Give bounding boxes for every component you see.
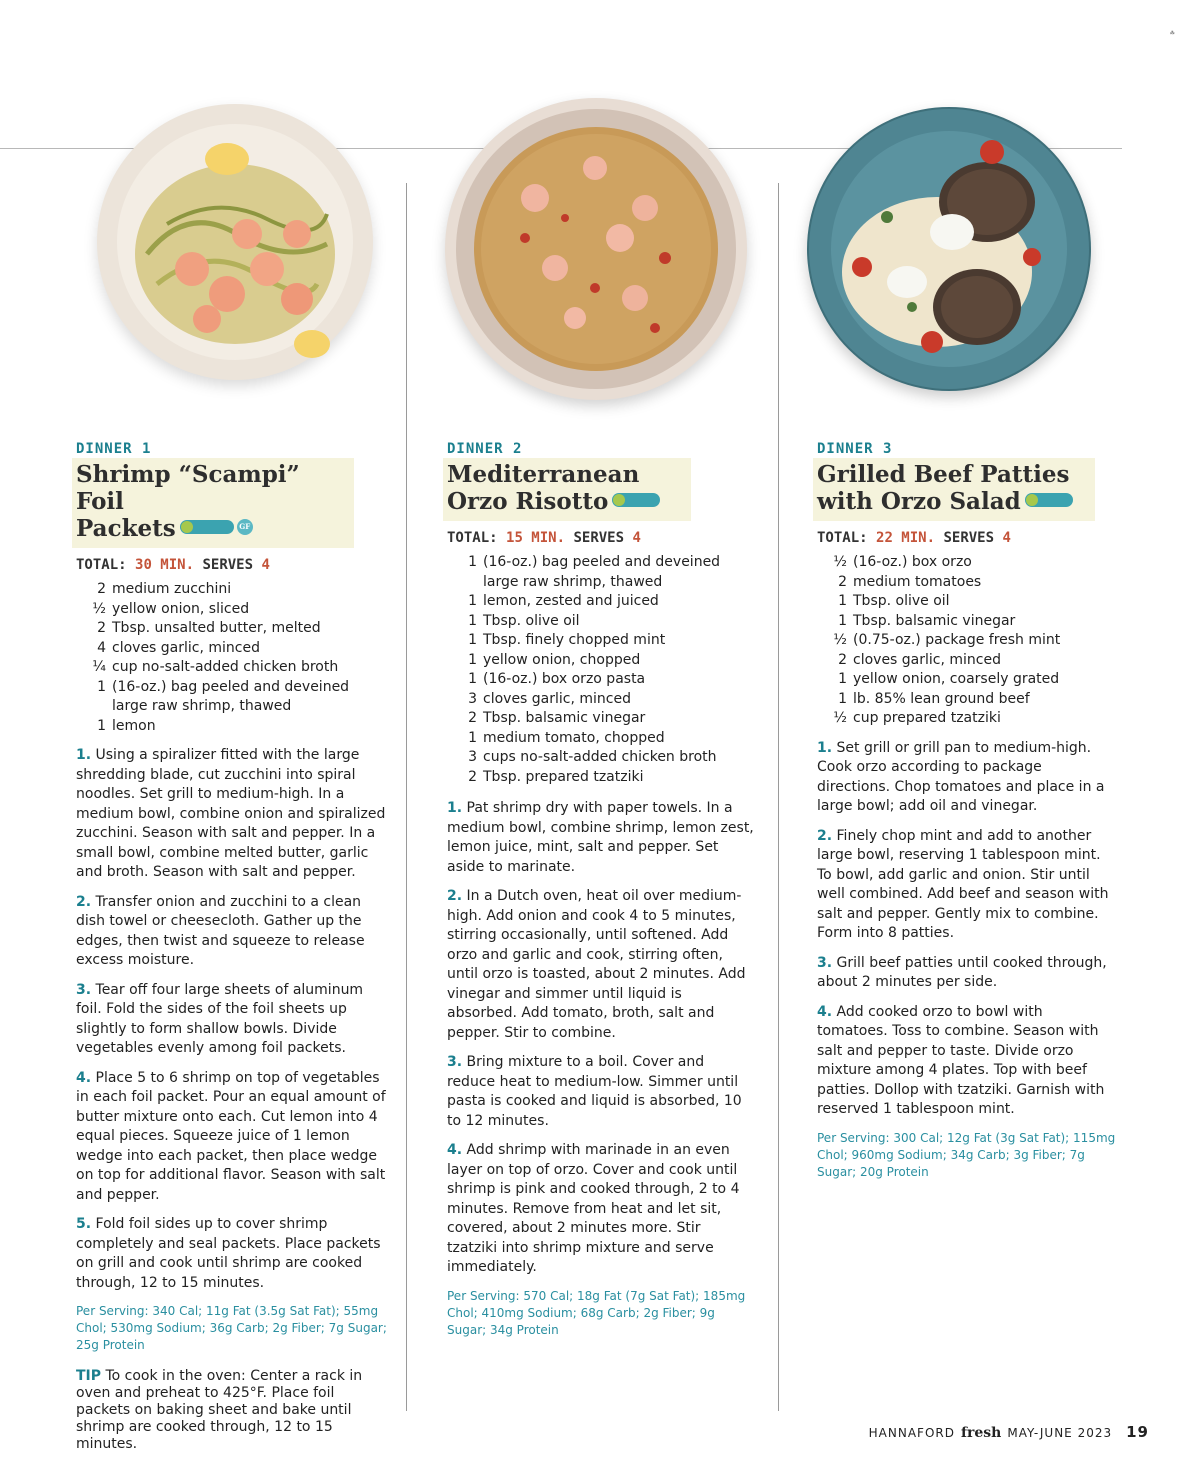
- method-step: [76, 1215, 388, 1293]
- check-icon: [181, 521, 193, 533]
- ingredient-row: [447, 592, 755, 612]
- ingredient-text: medium zucchini: [112, 581, 232, 597]
- page-number: 19: [1126, 1423, 1149, 1441]
- total-time: 30 MIN.: [135, 557, 195, 573]
- method-step: [817, 954, 1117, 993]
- dinner-1-ingredients: [76, 580, 388, 736]
- method-step: [447, 1053, 755, 1131]
- ingredient-text: cup no-salt-added chicken broth: [112, 659, 339, 675]
- dinner-1-tip: [76, 1368, 388, 1453]
- ingredient-row: [447, 690, 755, 710]
- step-number: 3.: [817, 954, 833, 971]
- dinner-1-title-line1: Shrimp “Scampi” Foil: [76, 461, 300, 515]
- serves-count: 4: [632, 530, 641, 546]
- ingredient-quantity: 1: [468, 554, 477, 570]
- step-number: 1.: [76, 747, 92, 763]
- dinner-1-title-line2: Packets: [76, 515, 176, 542]
- column-divider-2: [778, 183, 779, 1411]
- dinner-1-nutrition: Per Serving: 340 Cal; 11g Fat (3.5g Sat Fat); 55mg Chol; 530mg Sodium; 36g Carb; 2g Fiber; 7g Sugar; 25g Protein: [76, 1304, 387, 1352]
- ingredient-quantity: 1: [838, 690, 847, 707]
- method-step: [447, 799, 755, 877]
- dinner-3-title-line2-wrap: [817, 488, 1091, 515]
- ingredient-quantity: ½: [92, 600, 106, 617]
- total-time: 15 MIN.: [506, 530, 566, 546]
- dinner-3-title-line2: with Orzo Salad: [817, 488, 1021, 515]
- step-text: Transfer onion and zucchini to a clean dish towel or cheesecloth. Gather up the edges, then twist and squeeze to release excess moisture.: [76, 893, 365, 968]
- column-divider-1: [406, 183, 407, 1411]
- ingredient-row: [817, 553, 1117, 573]
- ingredient-quantity: 2: [468, 710, 477, 726]
- ingredient-text: (16-oz.) box orzo: [853, 554, 972, 570]
- corner-mark: ☘: [1169, 30, 1175, 37]
- orzo-risotto-photo: [445, 98, 747, 400]
- step-number: 3.: [76, 981, 92, 998]
- ingredient-quantity: 1: [468, 651, 477, 668]
- method-step: [817, 827, 1117, 944]
- ingredient-quantity: ¼: [92, 659, 106, 675]
- ingredient-row: [76, 600, 388, 620]
- step-text: Pat shrimp dry with paper towels. In a medium bowl, combine shrimp, lemon zest, lemon juice, mint, salt and pepper. Set aside to marinate.: [447, 800, 754, 875]
- step-text: Set grill or grill pan to medium-high. Cook orzo according to package directions. Chop tomatoes and place in a large bowl; add oil and vinegar.: [817, 739, 1105, 814]
- total-label: TOTAL:: [447, 530, 498, 546]
- ingredient-row: [447, 748, 755, 768]
- footer-brand-fresh: fresh: [960, 1425, 1002, 1441]
- ingredient-text: (16-oz.) box orzo pasta: [483, 671, 646, 687]
- dinner-2-title-line2: Orzo Risotto: [447, 488, 609, 515]
- tip-text: To cook in the oven: Center a rack in oven and preheat to 425°F. Place foil packets on baking sheet and bake until shrimp are cooked through, 12 to 15 minutes.: [76, 1368, 363, 1452]
- dinner-3-column: [817, 440, 1117, 1181]
- ingredient-quantity: 1: [97, 678, 106, 695]
- step-number: 2.: [447, 888, 463, 904]
- ingredient-text: (16-oz.) bag peeled and deveined large raw shrimp, thawed: [112, 678, 350, 714]
- dinner-2-steps: [447, 799, 755, 1278]
- ingredient-text: lb. 85% lean ground beef: [853, 690, 1030, 707]
- total-label: TOTAL:: [817, 530, 868, 546]
- ingredient-text: medium tomato, chopped: [483, 729, 665, 746]
- ingredient-text: yellow onion, sliced: [112, 600, 250, 617]
- ingredient-quantity: 3: [468, 690, 477, 707]
- ingredient-row: [817, 709, 1117, 729]
- ingredient-text: cloves garlic, minced: [853, 651, 1001, 668]
- ingredient-text: cups no-salt-added chicken broth: [483, 749, 717, 765]
- ingredient-quantity: 1: [838, 593, 847, 609]
- dinner-1-title-line2-wrap: [76, 515, 350, 542]
- step-text: Tear off four large sheets of aluminum foil. Fold the sides of the foil sheets up slightly to form shallow bowls. Divide vegetables evenly among foil packets.: [76, 981, 364, 1056]
- ingredient-text: Tbsp. balsamic vinegar: [853, 612, 1016, 629]
- ingredient-text: cup prepared tzatziki: [853, 710, 1001, 726]
- step-text: Finely chop mint and add to another large bowl, reserving 1 tablespoon mint. To bowl, add garlic and onion. Stir until well combined. Add beef and season with salt and pepper. Gently mix to combine. Form into 8 patties.: [817, 827, 1109, 941]
- ingredient-row: [447, 729, 755, 749]
- ingredient-row: [447, 612, 755, 632]
- step-text: Fold foil sides up to cover shrimp completely and seal packets. Place packets on grill and cook until shrimp are cooked through, 12 to 15 minutes.: [76, 1216, 381, 1291]
- step-text: In a Dutch oven, heat oil over medium-high. Add onion and cook 4 to 5 minutes, stirring occasionally, until softened. Add orzo and garlic and cook, stirring often, until orzo is toasted, about 2 minutes. Add vinegar and simmer until liquid is absorbed. Add tomato, broth, salt and pepper. Stir to combine.: [447, 888, 746, 1041]
- ingredient-row: [76, 678, 388, 717]
- total-time: 22 MIN.: [876, 530, 936, 546]
- ingredient-row: [76, 639, 388, 659]
- ingredient-row: [447, 768, 755, 788]
- method-step: [76, 893, 388, 971]
- dinner-1-title-box: [72, 458, 354, 548]
- dinner-2-column: [447, 440, 755, 1339]
- ingredient-quantity: 1: [468, 612, 477, 629]
- ingredient-row: [817, 612, 1117, 632]
- footer-issue: MAY-JUNE 2023: [1007, 1426, 1113, 1440]
- tip-label: TIP: [76, 1368, 102, 1384]
- footer-brand: HANNAFORD: [868, 1426, 955, 1440]
- ingredient-quantity: 1: [838, 671, 847, 687]
- dinner-3-title-box: [813, 458, 1095, 521]
- ingredient-quantity: 3: [468, 749, 477, 765]
- serves-label: SERVES: [573, 530, 625, 546]
- method-step: [817, 739, 1117, 817]
- ingredient-row: [817, 631, 1117, 651]
- ingredient-quantity: ½: [833, 632, 847, 648]
- ingredient-text: cloves garlic, minced: [483, 690, 631, 707]
- dinner-3-kicker: DINNER 3: [817, 441, 893, 457]
- dinner-2-title: [447, 461, 687, 515]
- step-text: Grill beef patties until cooked through, about 2 minutes per side.: [817, 954, 1107, 990]
- ingredient-text: Tbsp. balsamic vinegar: [483, 710, 646, 726]
- dinner-3-steps: [817, 739, 1117, 1120]
- ingredient-row: [817, 573, 1117, 593]
- dinner-2-kicker: DINNER 2: [447, 441, 523, 457]
- step-text: Using a spiralizer fitted with the large shredding blade, cut zucchini into spiral noodles. Set grill to medium-high. In a medium bowl, combine onion and spiralized zucchini. Season with salt and pepper. In a small bowl, combine melted butter, garlic and broth. Season with salt and pepper.: [76, 747, 386, 880]
- beef-patties-photo: [807, 107, 1091, 391]
- ingredient-row: [817, 670, 1117, 690]
- ingredient-row: [76, 717, 388, 737]
- step-number: 2.: [817, 827, 833, 844]
- ingredient-row: [817, 690, 1117, 710]
- ingredient-quantity: 1: [468, 632, 477, 648]
- method-step: [76, 1069, 388, 1206]
- step-number: 2.: [76, 893, 92, 910]
- ingredient-text: Tbsp. prepared tzatziki: [483, 768, 644, 785]
- dinner-1-total: [76, 556, 388, 574]
- dinner-1-title: [76, 461, 350, 542]
- step-number: 5.: [76, 1216, 92, 1232]
- serves-count: 4: [261, 557, 270, 573]
- check-icon: [1026, 494, 1038, 506]
- dinner-3-nutrition: Per Serving: 300 Cal; 12g Fat (3g Sat Fat); 115mg Chol; 960mg Sodium; 34g Carb; 3g Fiber; 7g Sugar; 20g Protein: [817, 1130, 1116, 1179]
- orzo-risotto-illustration: [445, 98, 747, 400]
- ingredient-quantity: 1: [468, 593, 477, 609]
- page-footer: [869, 1423, 1149, 1441]
- dinner-2-title-box: [443, 458, 691, 521]
- method-step: [817, 1003, 1117, 1120]
- ingredient-quantity: 2: [97, 581, 106, 597]
- method-step: [447, 1141, 755, 1278]
- ingredient-text: Tbsp. olive oil: [853, 593, 950, 609]
- dinner-3-title-line1: Grilled Beef Patties: [817, 461, 1070, 488]
- ingredient-quantity: 4: [97, 639, 106, 656]
- ingredient-text: yellow onion, coarsely grated: [853, 671, 1060, 687]
- ingredient-row: [447, 709, 755, 729]
- step-number: 4.: [817, 1003, 833, 1020]
- ingredient-quantity: 1: [468, 671, 477, 687]
- ingredient-text: Tbsp. olive oil: [483, 612, 580, 629]
- health-badge-icon: [1025, 493, 1073, 507]
- step-text: Add shrimp with marinade in an even layer on top of orzo. Cover and cook until shrimp is pink and cooked through, 2 to 4 minutes. Remove from heat and let sit, covered, about 2 minutes more. Stir tzatziki into shrimp mixture and serve immediately.: [447, 1142, 740, 1275]
- ingredient-quantity: 2: [838, 651, 847, 668]
- method-step: [76, 746, 388, 883]
- method-step: [76, 981, 388, 1059]
- ingredient-quantity: ½: [833, 710, 847, 726]
- gluten-free-icon: GF: [237, 519, 253, 535]
- ingredient-row: [817, 592, 1117, 612]
- ingredient-text: (0.75-oz.) package fresh mint: [853, 632, 1061, 648]
- ingredient-row: [447, 631, 755, 651]
- ingredient-quantity: 2: [97, 620, 106, 636]
- ingredient-text: yellow onion, chopped: [483, 651, 641, 668]
- method-step: [447, 887, 755, 1043]
- ingredient-quantity: 2: [468, 768, 477, 785]
- dinner-3-total: [817, 529, 1117, 547]
- step-text: Add cooked orzo to bowl with tomatoes. Toss to combine. Season with salt and pepper to taste. Divide orzo mixture among 4 plates. Top with beef patties. Dollop with tzatziki. Garnish with reserved 1 tablespoon mint.: [817, 1003, 1105, 1117]
- dinner-2-title-line2-wrap: [447, 488, 687, 515]
- dinner-2-total: [447, 529, 755, 547]
- dinner-2-nutrition: Per Serving: 570 Cal; 18g Fat (7g Sat Fat); 185mg Chol; 410mg Sodium; 68g Carb; 2g Fiber; 9g Sugar; 34g Protein: [447, 1288, 746, 1337]
- health-badge-icon: [180, 520, 234, 534]
- shrimp-scampi-illustration: [97, 104, 373, 380]
- step-number: 1.: [817, 739, 833, 756]
- serves-count: 4: [1002, 530, 1011, 546]
- dinner-2-title-line1: Mediterranean: [447, 461, 640, 488]
- dinner-2-ingredients: [447, 553, 755, 787]
- ingredient-text: Tbsp. unsalted butter, melted: [112, 620, 321, 636]
- step-number: 4.: [447, 1142, 463, 1158]
- ingredient-text: cloves garlic, minced: [112, 639, 260, 656]
- dinner-3-title: [817, 461, 1091, 515]
- health-badge-icon: [612, 493, 660, 507]
- ingredient-row: [817, 651, 1117, 671]
- ingredient-quantity: 1: [468, 729, 477, 746]
- ingredient-row: [447, 670, 755, 690]
- step-number: 1.: [447, 800, 463, 816]
- shrimp-scampi-photo: [97, 104, 373, 380]
- ingredient-row: [76, 658, 388, 678]
- dinner-3-ingredients: [817, 553, 1117, 729]
- step-text: Place 5 to 6 shrimp on top of vegetables in each foil packet. Pour an equal amount of butter mixture onto each. Cut lemon into 4 equal pieces. Squeeze juice of 1 lemon wedge into each packet, then place wedge on top for additional flavor. Season with salt and pepper.: [76, 1069, 386, 1203]
- dinner-1-kicker: DINNER 1: [76, 441, 152, 457]
- step-text: Bring mixture to a boil. Cover and reduce heat to medium-low. Simmer until pasta is cooked and liquid is absorbed, 10 to 12 minutes.: [447, 1054, 742, 1129]
- dinner-1-column: [76, 440, 388, 1453]
- ingredient-row: [76, 580, 388, 600]
- ingredient-text: (16-oz.) bag peeled and deveined large raw shrimp, thawed: [483, 554, 721, 590]
- ingredient-quantity: 1: [97, 717, 106, 734]
- ingredient-quantity: ½: [833, 554, 847, 570]
- ingredient-quantity: 2: [838, 573, 847, 590]
- ingredient-text: medium tomatoes: [853, 573, 982, 590]
- ingredient-text: lemon, zested and juiced: [483, 593, 659, 609]
- total-label: TOTAL:: [76, 557, 127, 573]
- beef-patties-illustration: [807, 107, 1091, 391]
- check-icon: [613, 494, 625, 506]
- serves-label: SERVES: [943, 530, 995, 546]
- step-number: 4.: [76, 1069, 92, 1086]
- step-number: 3.: [447, 1054, 463, 1070]
- ingredient-text: Tbsp. finely chopped mint: [483, 632, 666, 648]
- ingredient-text: lemon: [112, 717, 156, 734]
- ingredient-row: [76, 619, 388, 639]
- dinner-1-steps: [76, 746, 388, 1293]
- ingredient-row: [447, 553, 755, 592]
- ingredient-quantity: 1: [838, 612, 847, 629]
- ingredient-row: [447, 651, 755, 671]
- serves-label: SERVES: [202, 557, 254, 573]
